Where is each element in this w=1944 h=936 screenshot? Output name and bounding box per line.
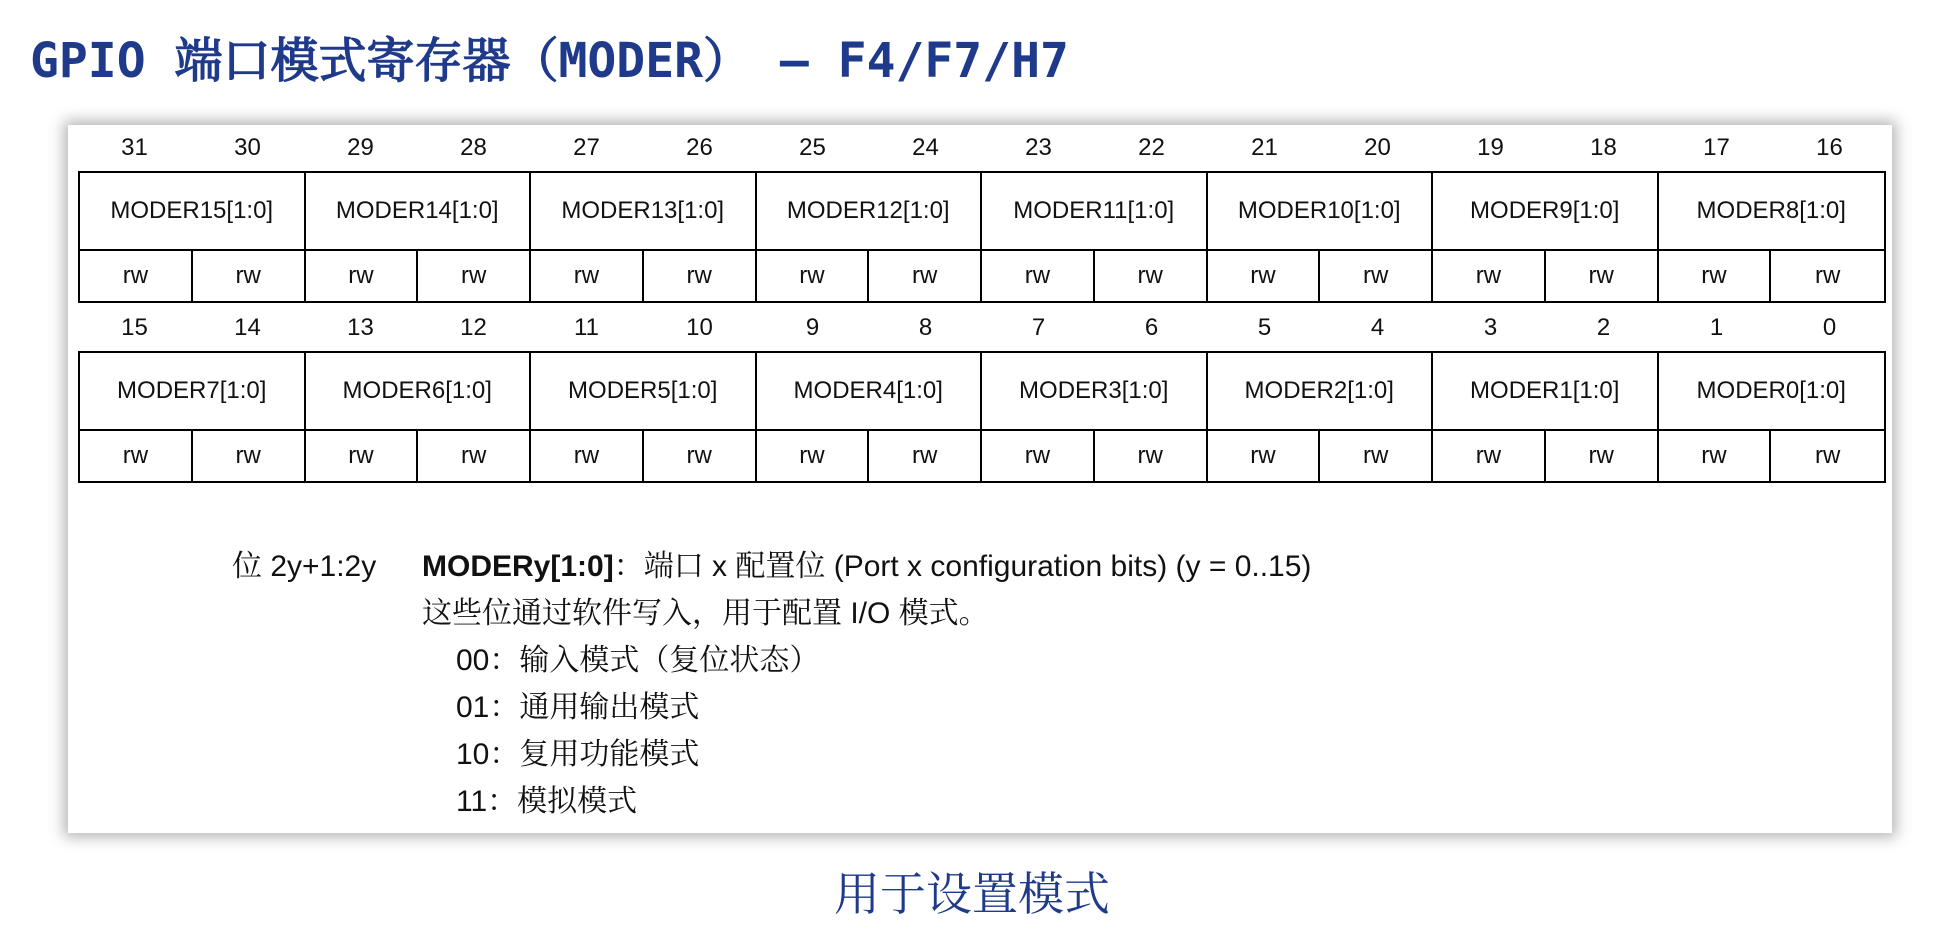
field-name-row xyxy=(80,173,1884,251)
field-cell-moder13: MODER13[1:0] xyxy=(531,173,757,249)
access-cell: rw xyxy=(982,251,1095,301)
register-field-table xyxy=(78,351,1886,483)
field-cell-moder15: MODER15[1:0] xyxy=(80,173,306,249)
field-cell-moder14: MODER14[1:0] xyxy=(306,173,532,249)
mode-item-01: 01：通用输出模式 xyxy=(456,691,700,724)
bit-number: 12 xyxy=(460,314,487,341)
field-cell-moder5: MODER5[1:0] xyxy=(531,353,757,429)
access-cell: rw xyxy=(80,251,193,301)
access-cell: rw xyxy=(869,251,982,301)
access-cell: rw xyxy=(1320,431,1433,481)
access-cell: rw xyxy=(531,431,644,481)
bit-number: 8 xyxy=(918,314,933,341)
access-cell: rw xyxy=(1320,251,1433,301)
mode-item-00: 00：输入模式（复位状态） xyxy=(456,644,820,677)
access-cell: rw xyxy=(644,251,757,301)
access-cell: rw xyxy=(869,431,982,481)
access-cell: rw xyxy=(1433,251,1546,301)
access-cell: rw xyxy=(1433,431,1546,481)
field-cell-moder11: MODER11[1:0] xyxy=(982,173,1208,249)
access-cell: rw xyxy=(1814,262,1841,289)
field-cell-moder2: MODER2[1:0] xyxy=(1208,353,1434,429)
field-cell-moder12: MODER12[1:0] xyxy=(757,173,983,249)
bit-number: 9 xyxy=(805,314,820,341)
register-lower-half xyxy=(78,305,1886,483)
access-cell: rw xyxy=(1814,442,1841,469)
access-cell: rw xyxy=(1208,431,1321,481)
access-cell: rw xyxy=(757,431,870,481)
bit-number: 28 xyxy=(460,134,487,161)
access-cell: rw xyxy=(1546,251,1659,301)
field-cell-moder1: MODER1[1:0] xyxy=(1433,353,1659,429)
bit-number: 17 xyxy=(1703,134,1730,161)
access-cell: rw xyxy=(1095,431,1208,481)
description-summary: 这些位通过软件写入，用于配置 I/O 模式。 xyxy=(422,597,989,630)
bit-number: 27 xyxy=(573,134,600,161)
bit-number: 11 xyxy=(574,314,599,341)
bit-number: 22 xyxy=(1138,134,1165,161)
mode-item-10: 10：复用功能模式 xyxy=(456,738,700,771)
access-cell: rw xyxy=(531,251,644,301)
bit-number: 10 xyxy=(686,314,713,341)
bit-number: 23 xyxy=(1025,134,1052,161)
field-cell-moder4: MODER4[1:0] xyxy=(757,353,983,429)
access-cell: rw xyxy=(1659,251,1772,301)
bit-number: 25 xyxy=(799,134,826,161)
bit-number: 30 xyxy=(234,134,261,161)
register-field-table xyxy=(78,171,1886,303)
access-row xyxy=(80,431,1884,483)
bit-number: 2 xyxy=(1596,314,1611,341)
page-title: GPIO 端口模式寄存器（MODER） – F4/F7/H7 xyxy=(30,33,1069,89)
slide-caption: 用于设置模式 xyxy=(834,867,1110,921)
access-cell: rw xyxy=(418,251,531,301)
access-cell: rw xyxy=(1659,431,1772,481)
bit-number: 24 xyxy=(912,134,939,161)
bit-number: 15 xyxy=(121,314,148,341)
bit-number: 18 xyxy=(1590,134,1617,161)
bit-number: 5 xyxy=(1257,314,1272,341)
bit-number-row xyxy=(78,125,1886,171)
field-cell-moder9: MODER9[1:0] xyxy=(1433,173,1659,249)
register-upper-half xyxy=(78,125,1886,303)
access-cell: rw xyxy=(644,431,757,481)
bit-number: 29 xyxy=(347,134,374,161)
field-description xyxy=(232,543,1311,825)
bit-number-row xyxy=(78,305,1886,351)
field-cell-moder7: MODER7[1:0] xyxy=(80,353,306,429)
access-cell: rw xyxy=(1208,251,1321,301)
access-cell: rw xyxy=(306,251,419,301)
bit-number: 4 xyxy=(1370,314,1385,341)
access-cell: rw xyxy=(1095,251,1208,301)
bits-label: 位 2y+1:2y xyxy=(232,550,377,583)
access-cell: rw xyxy=(418,431,531,481)
access-row xyxy=(80,251,1884,303)
access-cell: rw xyxy=(982,431,1095,481)
field-cell-moder0: MODER0[1:0] xyxy=(1696,377,1846,404)
field-cell-moder6: MODER6[1:0] xyxy=(306,353,532,429)
field-cell-moder10: MODER10[1:0] xyxy=(1208,173,1434,249)
bit-number: 21 xyxy=(1251,134,1278,161)
bit-number: 1 xyxy=(1709,314,1724,341)
access-cell: rw xyxy=(80,431,193,481)
mode-item-11: 11：模拟模式 xyxy=(456,785,638,818)
access-cell: rw xyxy=(193,431,306,481)
access-cell: rw xyxy=(306,431,419,481)
access-cell: rw xyxy=(1546,431,1659,481)
bit-number: 6 xyxy=(1144,314,1159,341)
bit-number: 13 xyxy=(347,314,374,341)
bit-number: 0 xyxy=(1822,314,1837,341)
field-description-text: ：端口 x 配置位 (Port x configuration bits) (y = 0..15) xyxy=(613,550,1312,583)
bit-number: 3 xyxy=(1483,314,1498,341)
access-cell: rw xyxy=(757,251,870,301)
bit-number: 7 xyxy=(1031,314,1046,341)
bit-number: 20 xyxy=(1364,134,1391,161)
field-name-row xyxy=(80,353,1884,431)
field-cell-moder8: MODER8[1:0] xyxy=(1696,197,1846,224)
description-heading xyxy=(232,543,1311,590)
bit-number: 19 xyxy=(1477,134,1504,161)
bit-number: 31 xyxy=(121,134,148,161)
register-panel xyxy=(68,125,1892,833)
access-cell: rw xyxy=(193,251,306,301)
bit-number: 14 xyxy=(234,314,261,341)
field-name: MODERy[1:0] xyxy=(422,550,614,583)
field-cell-moder3: MODER3[1:0] xyxy=(982,353,1208,429)
bit-number: 16 xyxy=(1816,134,1843,161)
bit-number: 26 xyxy=(686,134,713,161)
